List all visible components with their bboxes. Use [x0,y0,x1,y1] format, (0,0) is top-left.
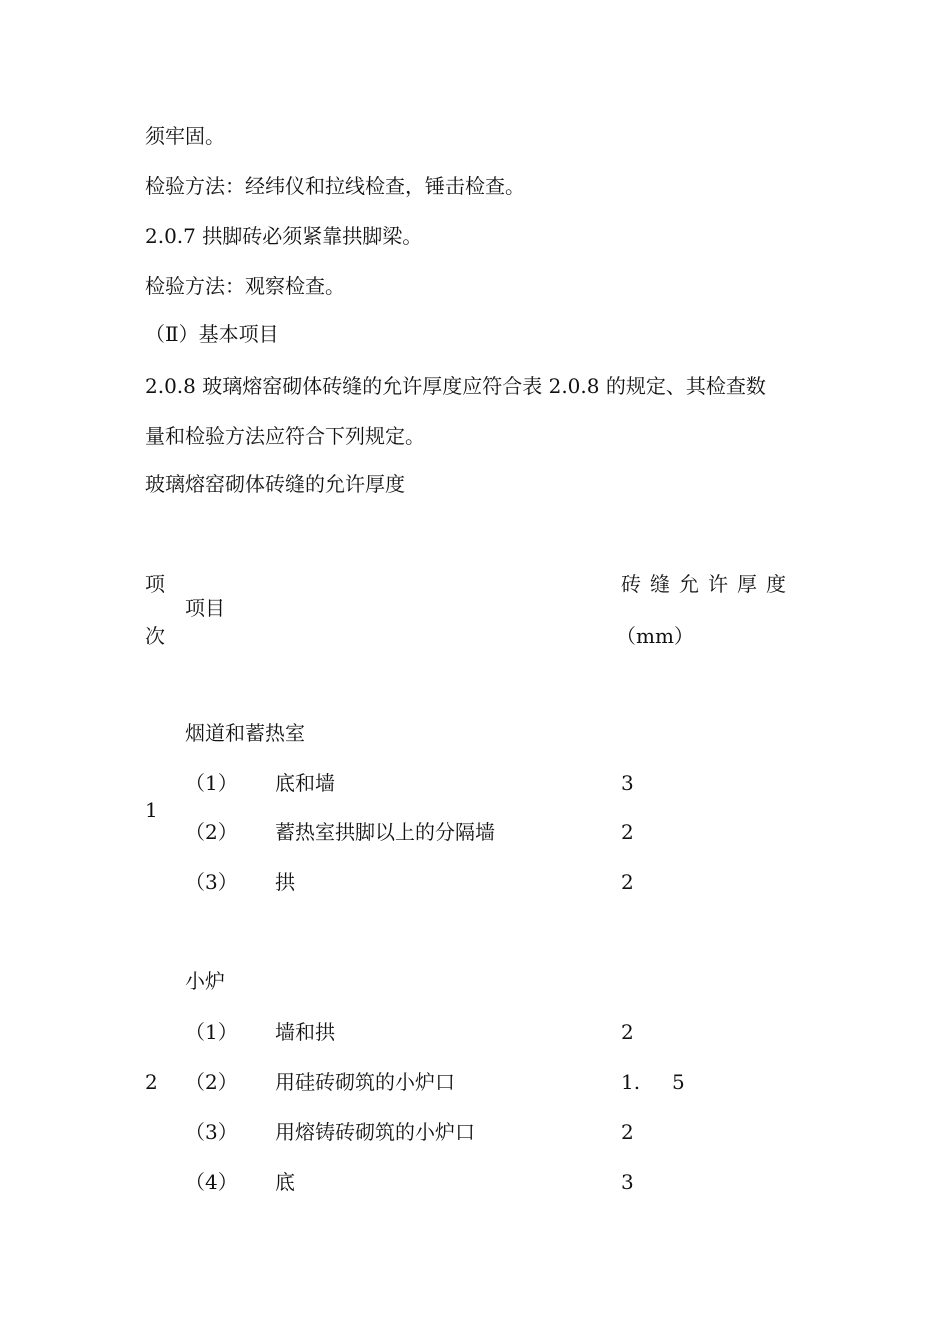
section-heading-basic-items: （Ⅱ）基本项目 [145,322,279,346]
clause-2-0-8-line-2: 量和检验方法应符合下列规定。 [145,424,425,448]
clause-2-0-7: 2.0.7 拱脚砖必须紧靠拱脚梁。 [145,224,423,248]
header-no-top: 项 [145,572,165,596]
group-2-row-1-index: （1） [185,1020,238,1044]
group-2-row-1-value: 2 [621,1020,634,1044]
group-1-row-1-name: 底和墙 [275,771,335,795]
header-thickness-unit: （mm） [616,624,694,648]
group-2-row-4-value: 3 [621,1170,634,1194]
group-2-row-3-name: 用熔铸砖砌筑的小炉口 [275,1120,475,1144]
group-2-row-4-name: 底 [275,1170,295,1194]
group-1-row-3-name: 拱 [275,870,295,894]
group-1-title: 烟道和蓄热室 [185,721,305,745]
header-thickness-top: 砖缝允许厚度 [621,572,795,596]
paragraph-inspection-method-2: 检验方法：观察检查。 [145,274,345,298]
header-no-bottom: 次 [145,624,165,648]
group-1-row-3-value: 2 [621,870,634,894]
group-1-row-1-index: （1） [185,771,238,795]
paragraph-1: 须牢固。 [145,124,225,148]
group-1-row-2-name: 蓄热室拱脚以上的分隔墙 [275,820,495,844]
group-2-row-2-value-fraction: 5 [672,1070,685,1094]
clause-2-0-8-line-1: 2.0.8 玻璃熔窑砌体砖缝的允许厚度应符合表 2.0.8 的规定、其检查数 [145,374,766,398]
header-item: 项目 [185,596,225,620]
group-1-row-2-value: 2 [621,820,634,844]
group-1-row-2-index: （2） [185,820,238,844]
group-2-number: 2 [145,1070,158,1094]
group-2-row-1-name: 墙和拱 [275,1020,335,1044]
group-2-row-3-value: 2 [621,1120,634,1144]
group-1-row-1-value: 3 [621,771,634,795]
table-caption: 玻璃熔窑砌体砖缝的允许厚度 [145,472,405,496]
group-2-row-2-index: （2） [185,1070,238,1094]
group-2-row-2-name: 用硅砖砌筑的小炉口 [275,1070,455,1094]
group-2-title: 小炉 [185,969,225,993]
group-1-number: 1 [145,798,158,822]
group-2-row-4-index: （4） [185,1170,238,1194]
group-2-row-3-index: （3） [185,1120,238,1144]
group-2-row-2-value: 1. [621,1070,641,1094]
group-1-row-3-index: （3） [185,870,238,894]
paragraph-inspection-method-1: 检验方法：经纬仪和拉线检查，锤击检查。 [145,174,525,198]
